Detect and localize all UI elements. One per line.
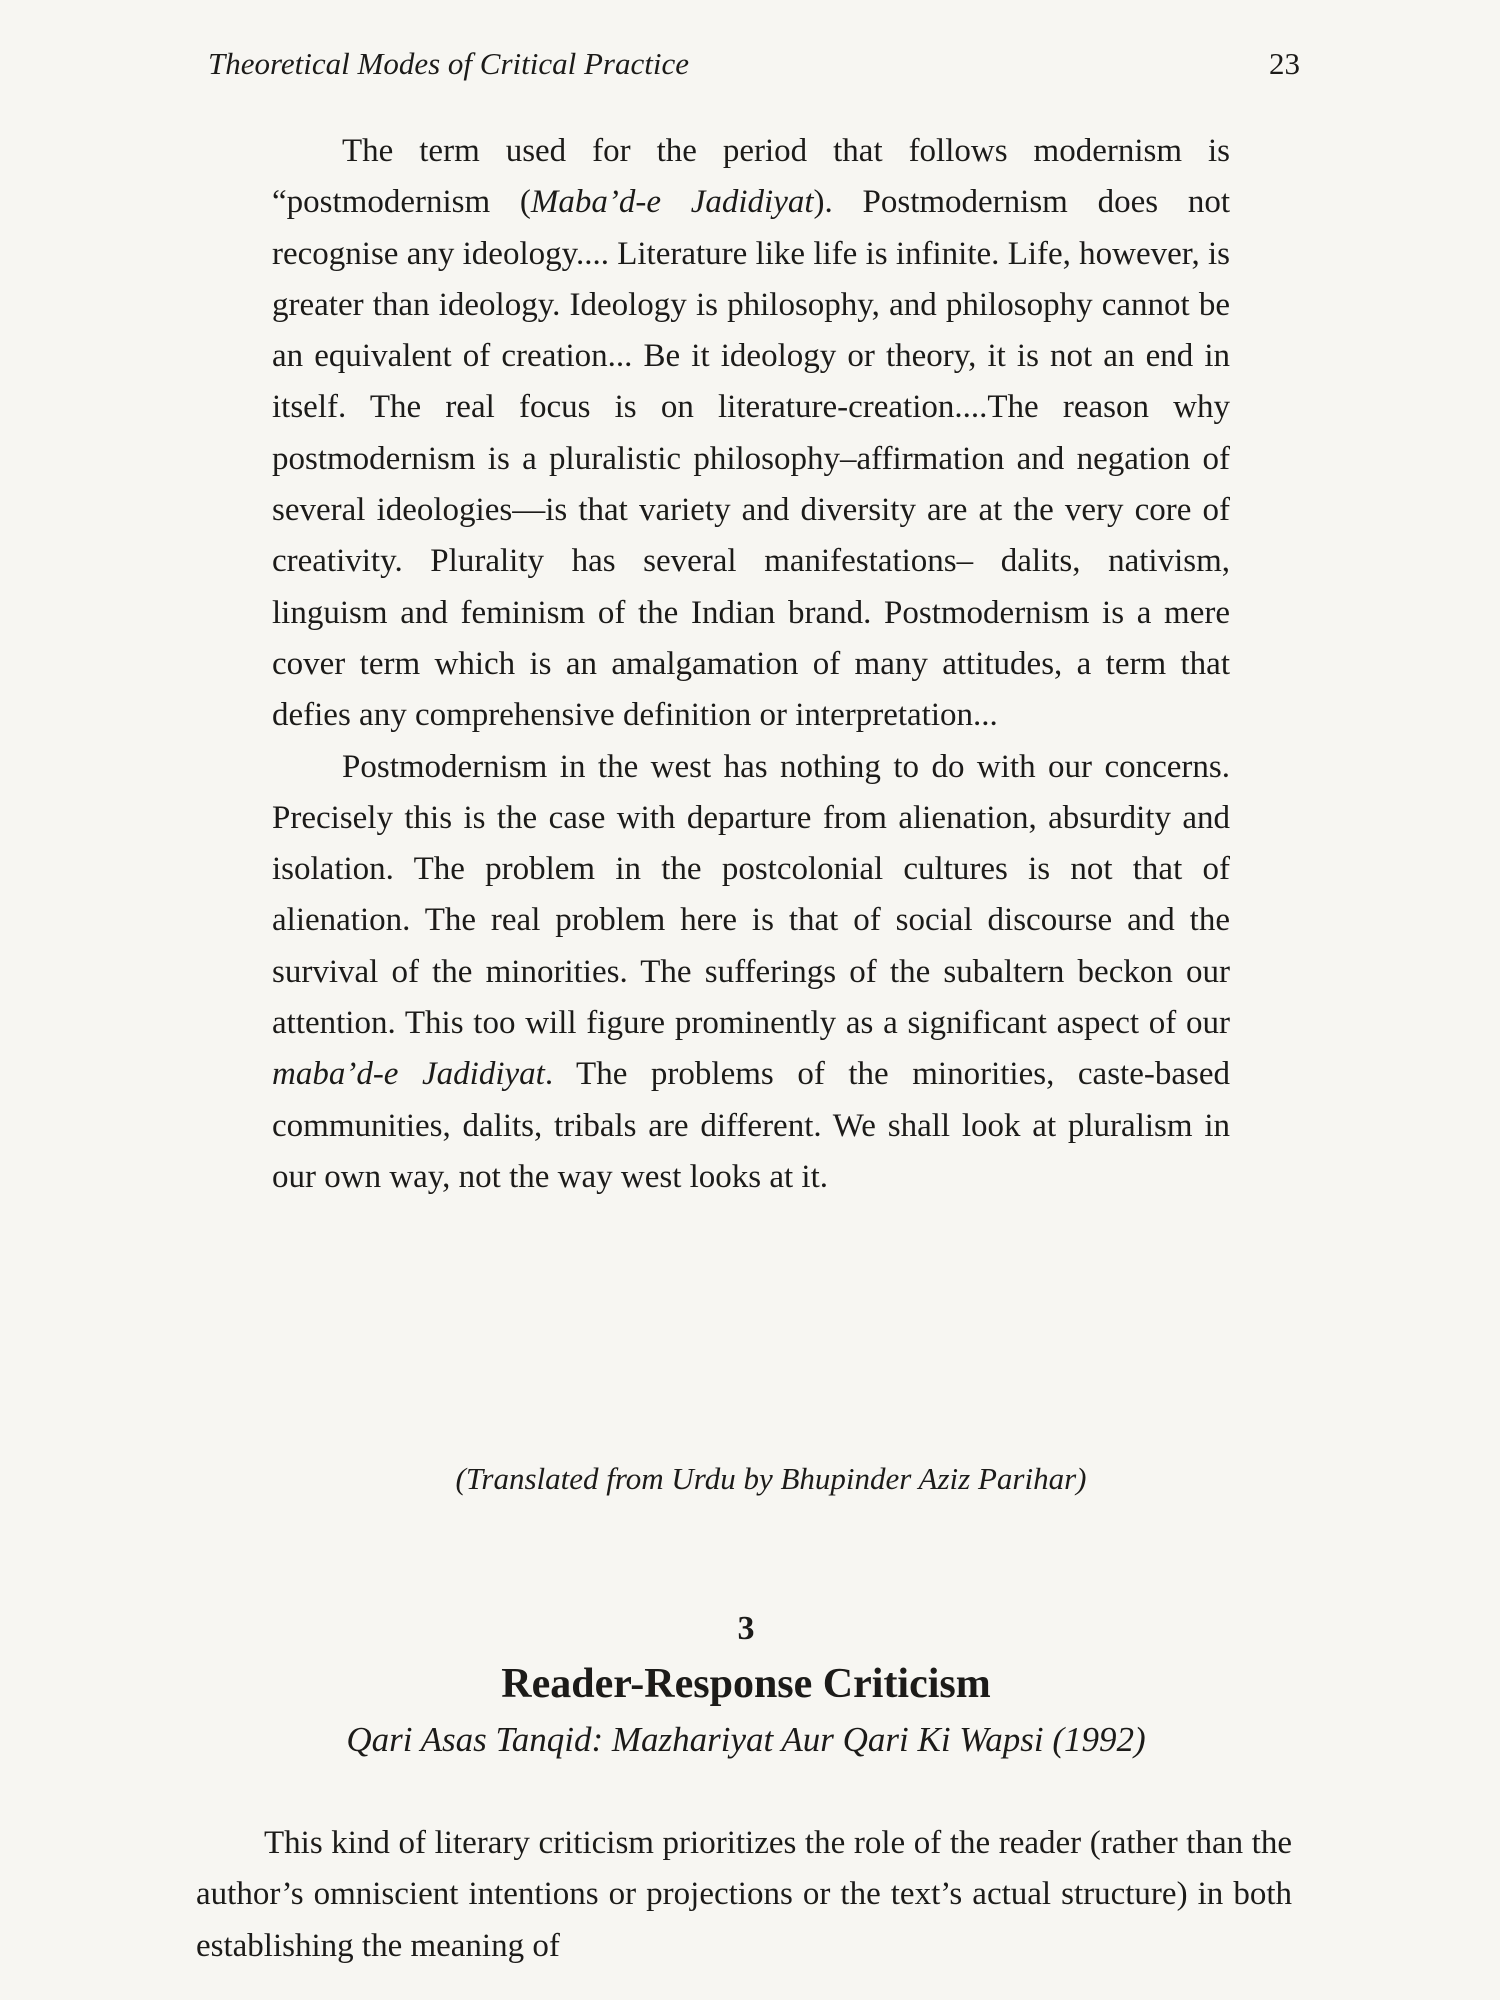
block-quote	[272, 126, 1230, 1203]
section-subtitle: Qari Asas Tanqid: Mazhariyat Aur Qari Ki Wapsi (1992)	[346, 1720, 1146, 1759]
quote-paragraph-2-text-a: Postmodernism in the west has nothing to do with our concerns. Precisely this is the case with departure from alienation, absurdity and isolation. The problem in the postcolonial cultures is not that of alienation. The real problem here is that of social discourse and the survival of the minorities. The sufferings of the subaltern beckon our attention. This too will figure prominently as a significant aspect of our	[272, 748, 1230, 1042]
section-title: Reader-Response Criticism	[501, 1661, 991, 1707]
quote-paragraph-2	[272, 742, 1230, 1204]
section-number: 3	[737, 1610, 755, 1647]
quote-paragraph-1-text-a: The term used for the period that follows modernism is “postmodernism (	[272, 133, 1230, 221]
running-title: Theoretical Modes of Critical Practice	[208, 46, 689, 81]
page-number: 23	[1269, 46, 1300, 81]
quote-paragraph-1-italic-term: Maba’d-e Jadidiyat	[530, 184, 814, 221]
translator-attribution: (Translated from Urdu by Bhupinder Aziz Parihar)	[455, 1461, 1087, 1496]
quote-paragraph-1-text-b: ). Postmodernism does not recognise any ideology.... Literature like life is infinite. Life, however, is greater than ideology. Ideology is philosophy, and philosophy cannot be an equivalent of creation... Be it ideology or theory, it is not an end in itself. The real focus is on literature-creation....The reason why postmodernism is a pluralistic philosophy–affirmation and negation of several ideologies—is that variety and diversity are at the very core of creativity. Plurality has several manifestations– dalits, nativism, linguism and feminism of the Indian brand. Postmodernism is a mere cover term which is an amalgamation of many attitudes, a term that defies any comprehensive definition or interpretation...	[272, 184, 1230, 734]
quote-paragraph-2-text-b: . The problems of the minorities, caste-based communities, dalits, tribals are different. We shall look at pluralism in our own way, not the way west looks at it.	[272, 1056, 1230, 1195]
running-head	[208, 46, 1300, 90]
body-paragraph-1: This kind of literary criticism prioritizes the role of the reader (rather than the author’s omniscient intentions or projections or the text’s actual structure) in both establishing the meaning of	[196, 1825, 1292, 1964]
quote-paragraph-1	[272, 126, 1230, 742]
quote-paragraph-2-italic-term: maba’d-e Jadidiyat	[272, 1056, 545, 1093]
